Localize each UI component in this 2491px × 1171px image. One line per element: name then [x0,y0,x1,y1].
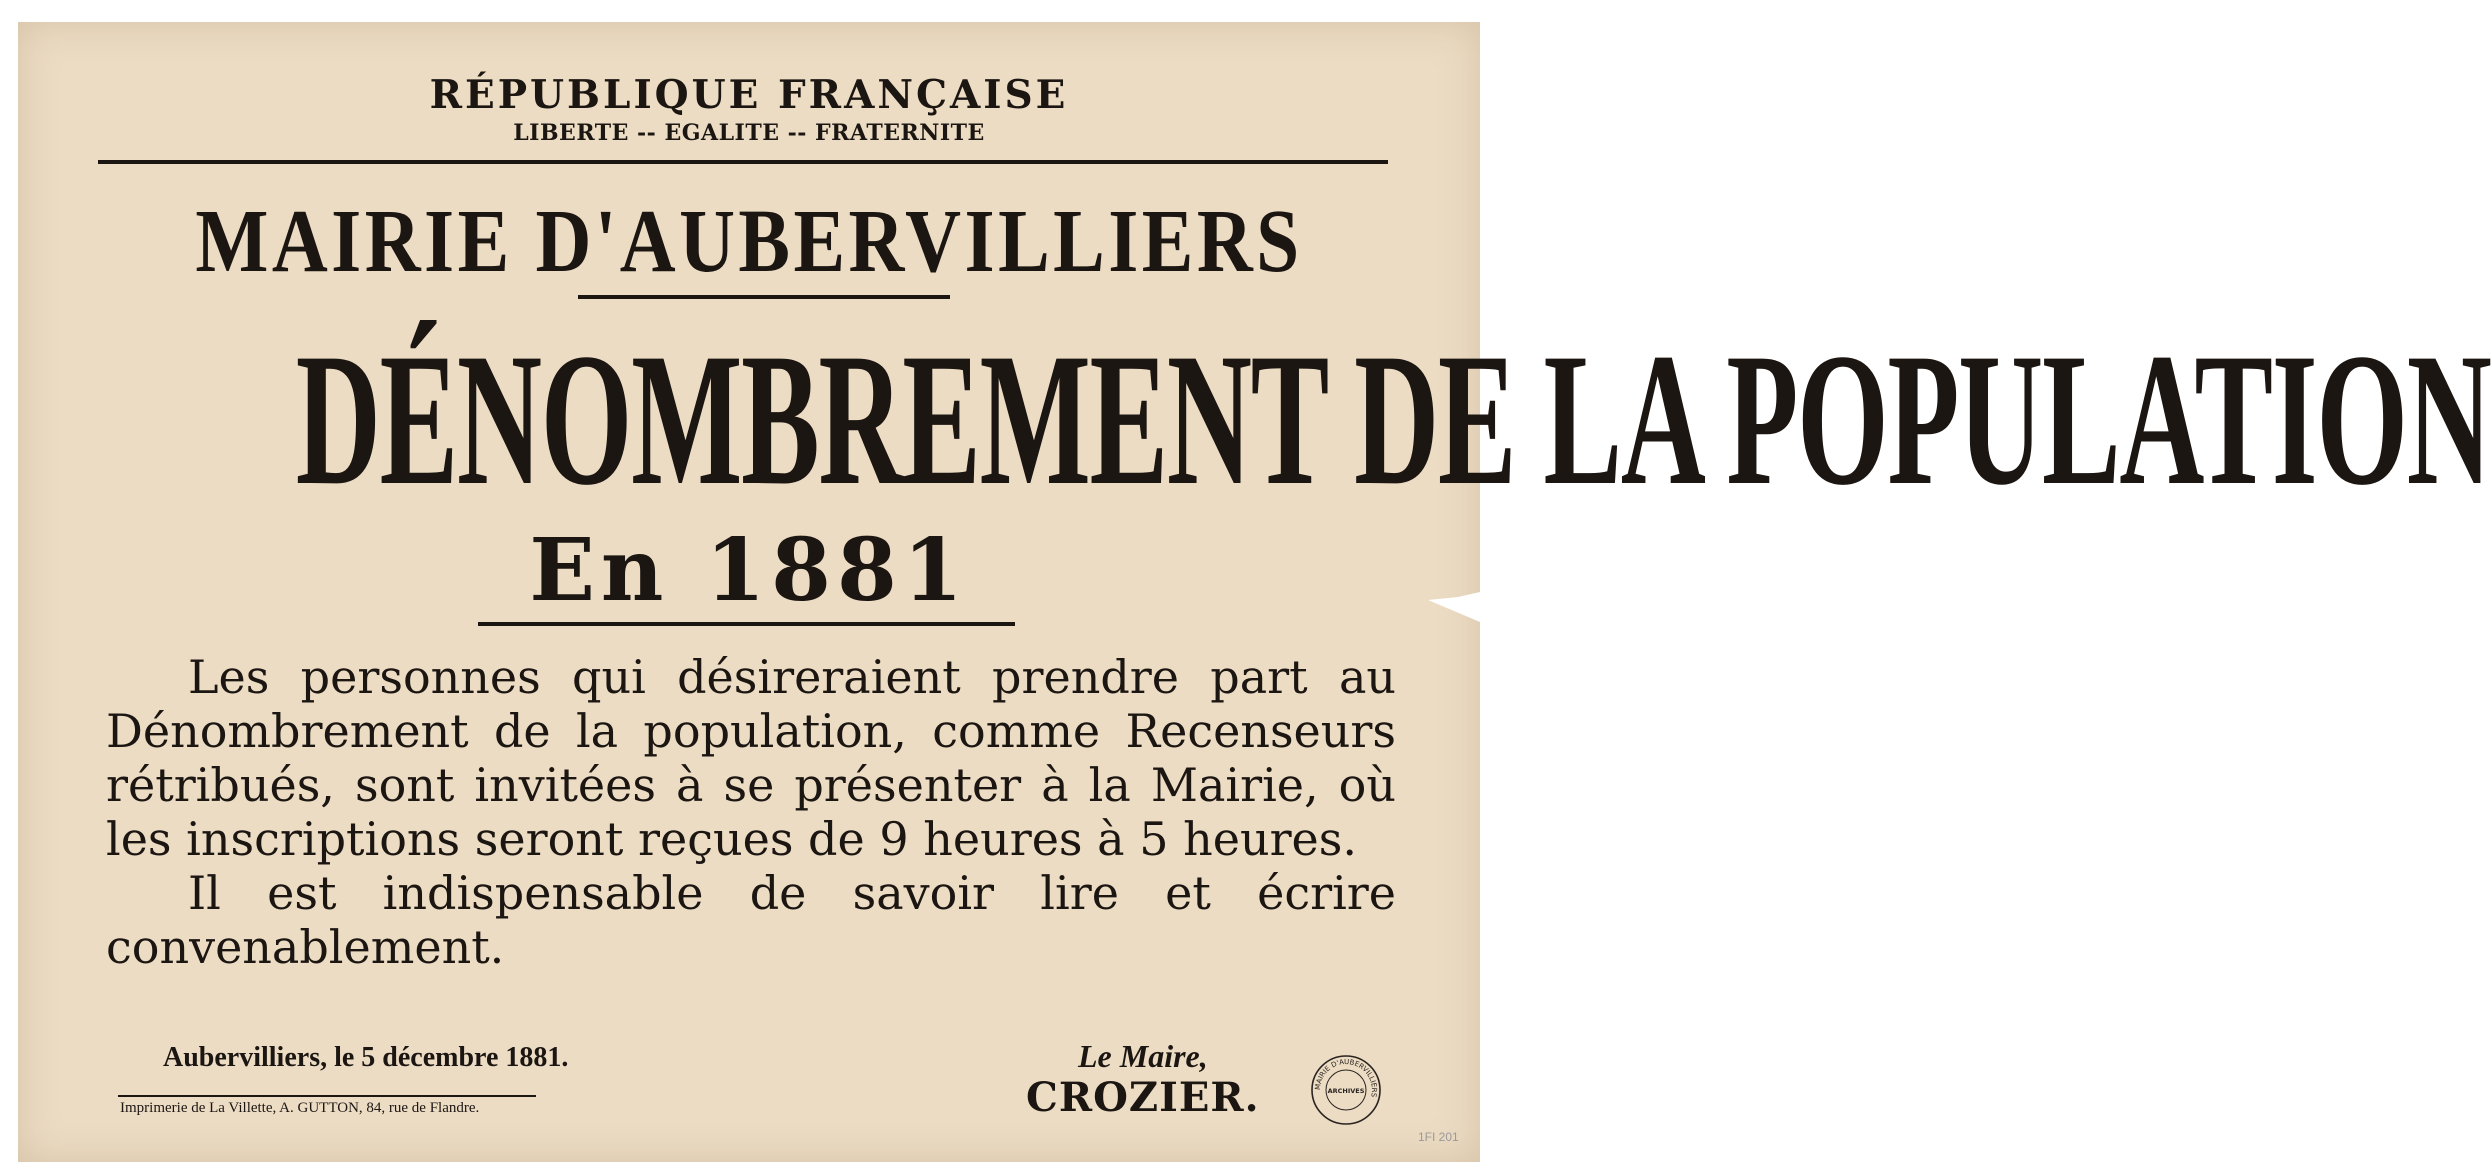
stamp-ring-text: MAIRIE D'AUBERVILLIERS [1313,1057,1379,1098]
archive-stamp-icon [1310,1054,1382,1126]
printer-divider [118,1095,536,1097]
signature-title: Le Maire, [1078,1038,1208,1074]
national-motto: LIBERTE -- EGALITE -- FRATERNITE [513,120,985,146]
archive-reference: 1FI 201 [1418,1130,1459,1144]
paper-tear-icon [1428,562,1518,622]
main-headline: DÉNOMBREMENT DE LA POPULATION [295,315,2491,525]
top-divider [98,160,1388,164]
poster-sheet [18,22,2491,1162]
announcement-paragraph: Les personnes qui désireraient prendre part au Dénombrement de la population, comme Recenseurs rétribués, sont invitées à se présenter à la Mairie, où les inscriptions seront reçues de 9 heures à 5 heures. [106,650,1396,866]
republique-francaise-heading: RÉPUBLIQUE FRANÇAISE [429,72,1069,118]
announcement-paragraph: Il est indispensable de savoir lire et écrire convenablement. [106,866,1396,974]
signature-name: CROZIER. [1026,1074,1260,1121]
mairie-underline [578,295,950,299]
printer-credit: Imprimerie de La Villette, A. GUTTON, 84, rue de Flandre. [120,1100,480,1116]
year-line: En 1881 [529,520,969,621]
place-and-date: Aubervilliers, le 5 décembre 1881. [163,1042,569,1073]
year-divider [478,622,1015,626]
announcement-body [106,650,1396,974]
mairie-title: MAIRIE D'AUBERVILLIERS [195,192,1303,291]
stamp-center-text: ARCHIVES [1327,1087,1365,1095]
